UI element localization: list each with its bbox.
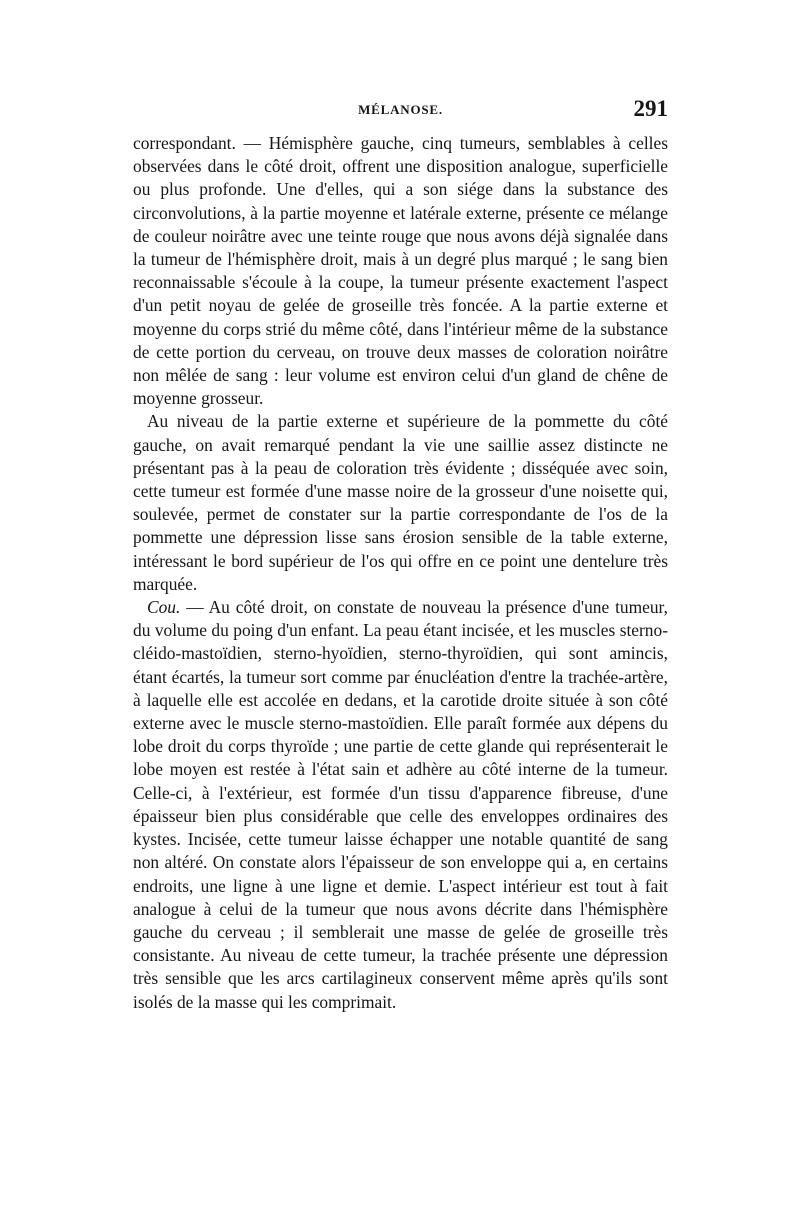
paragraph-text: Au niveau de la partie externe et supérieure de la pommette du côté gauche, on avait remarqué pendant la vie une saillie assez distincte ne présentant pas à la peau de coloration très évidente ; disséquée avec soin, cette tumeur est formée d'une masse noire de la grosseur d'une noisette qui, soulevée, permet de constater sur la partie correspondante de l'os de la pommette une dépression lisse sans érosion sensible de la table externe, intéressant le bord supérieur de l'os qui offre en ce point une dentelure très marquée.	[133, 411, 668, 594]
book-page	[133, 96, 668, 1014]
body-text	[133, 132, 668, 1014]
page-number: 291	[633, 96, 668, 121]
running-title: MÉLANOSE.	[358, 102, 443, 117]
paragraph-hemisphere	[133, 132, 668, 410]
paragraph-cou	[133, 596, 668, 1014]
paragraph-text: correspondant. — Hémisphère gauche, cinq tumeurs, semblables à celles observées dans le côté droit, offrent une disposition analogue, superficielle ou plus profonde. Une d'elles, qui a son siége dans la substance des circonvolutions, à la partie moyenne et latérale externe, présente ce mélange de couleur noirâtre avec une teinte rouge que nous avons déjà signalée dans la tumeur de l'hémisphère droit, mais à un degré plus marqué ; le sang bien reconnaissable s'écoule à la coupe, la tumeur présente exactement l'aspect d'un petit noyau de gelée de groseille très foncée. A la partie externe et moyenne du corps strié du même côté, dans l'intérieur même de la substance de cette portion du cerveau, on trouve deux masses de coloration noirâtre non mêlée de sang : leur volume est environ celui d'un gland de chêne de moyenne grosseur.	[133, 133, 668, 409]
paragraph-text: — Au côté droit, on constate de nouveau la présence d'une tumeur, du volume du poing d'un enfant. La peau étant incisée, et les muscles sterno-cléido-mastoïdien, sterno-hyoïdien, sterno-thyroïdien, qui sont amincis, étant écartés, la tumeur sort comme par énucléation d'entre la trachée-artère, à laquelle elle est accolée en dedans, et la carotide droite située à son côté externe avec le muscle sterno-mastoïdien. Elle paraît formée aux dépens du lobe droit du corps thyroïde ; une partie de cette glande qui représenterait le lobe moyen est restée à l'état sain et adhère au côté interne de la tumeur. Celle-ci, à l'extérieur, est formée d'un tissu d'apparence fibreuse, d'une épaisseur bien plus considérable que celle des enveloppes ordinaires des kystes. Incisée, cette tumeur laisse échapper une notable quantité de sang non altéré. On constate alors l'épaisseur de son enveloppe qui a, en certains endroits, une ligne à une ligne et demie. L'aspect intérieur est tout à fait analogue à celui de la tumeur que nous avons décrite dans l'hémisphère gauche du cerveau ; il semblerait une masse de gelée de groseille très consistante. Au niveau de cette tumeur, la trachée présente une dépression très sensible que les arcs cartilagineux conservent même après qu'ils sont isolés de la masse qui les comprimait.	[133, 597, 668, 1012]
running-head	[133, 96, 668, 132]
paragraph-pommette	[133, 410, 668, 596]
section-label-cou: Cou.	[147, 597, 181, 618]
